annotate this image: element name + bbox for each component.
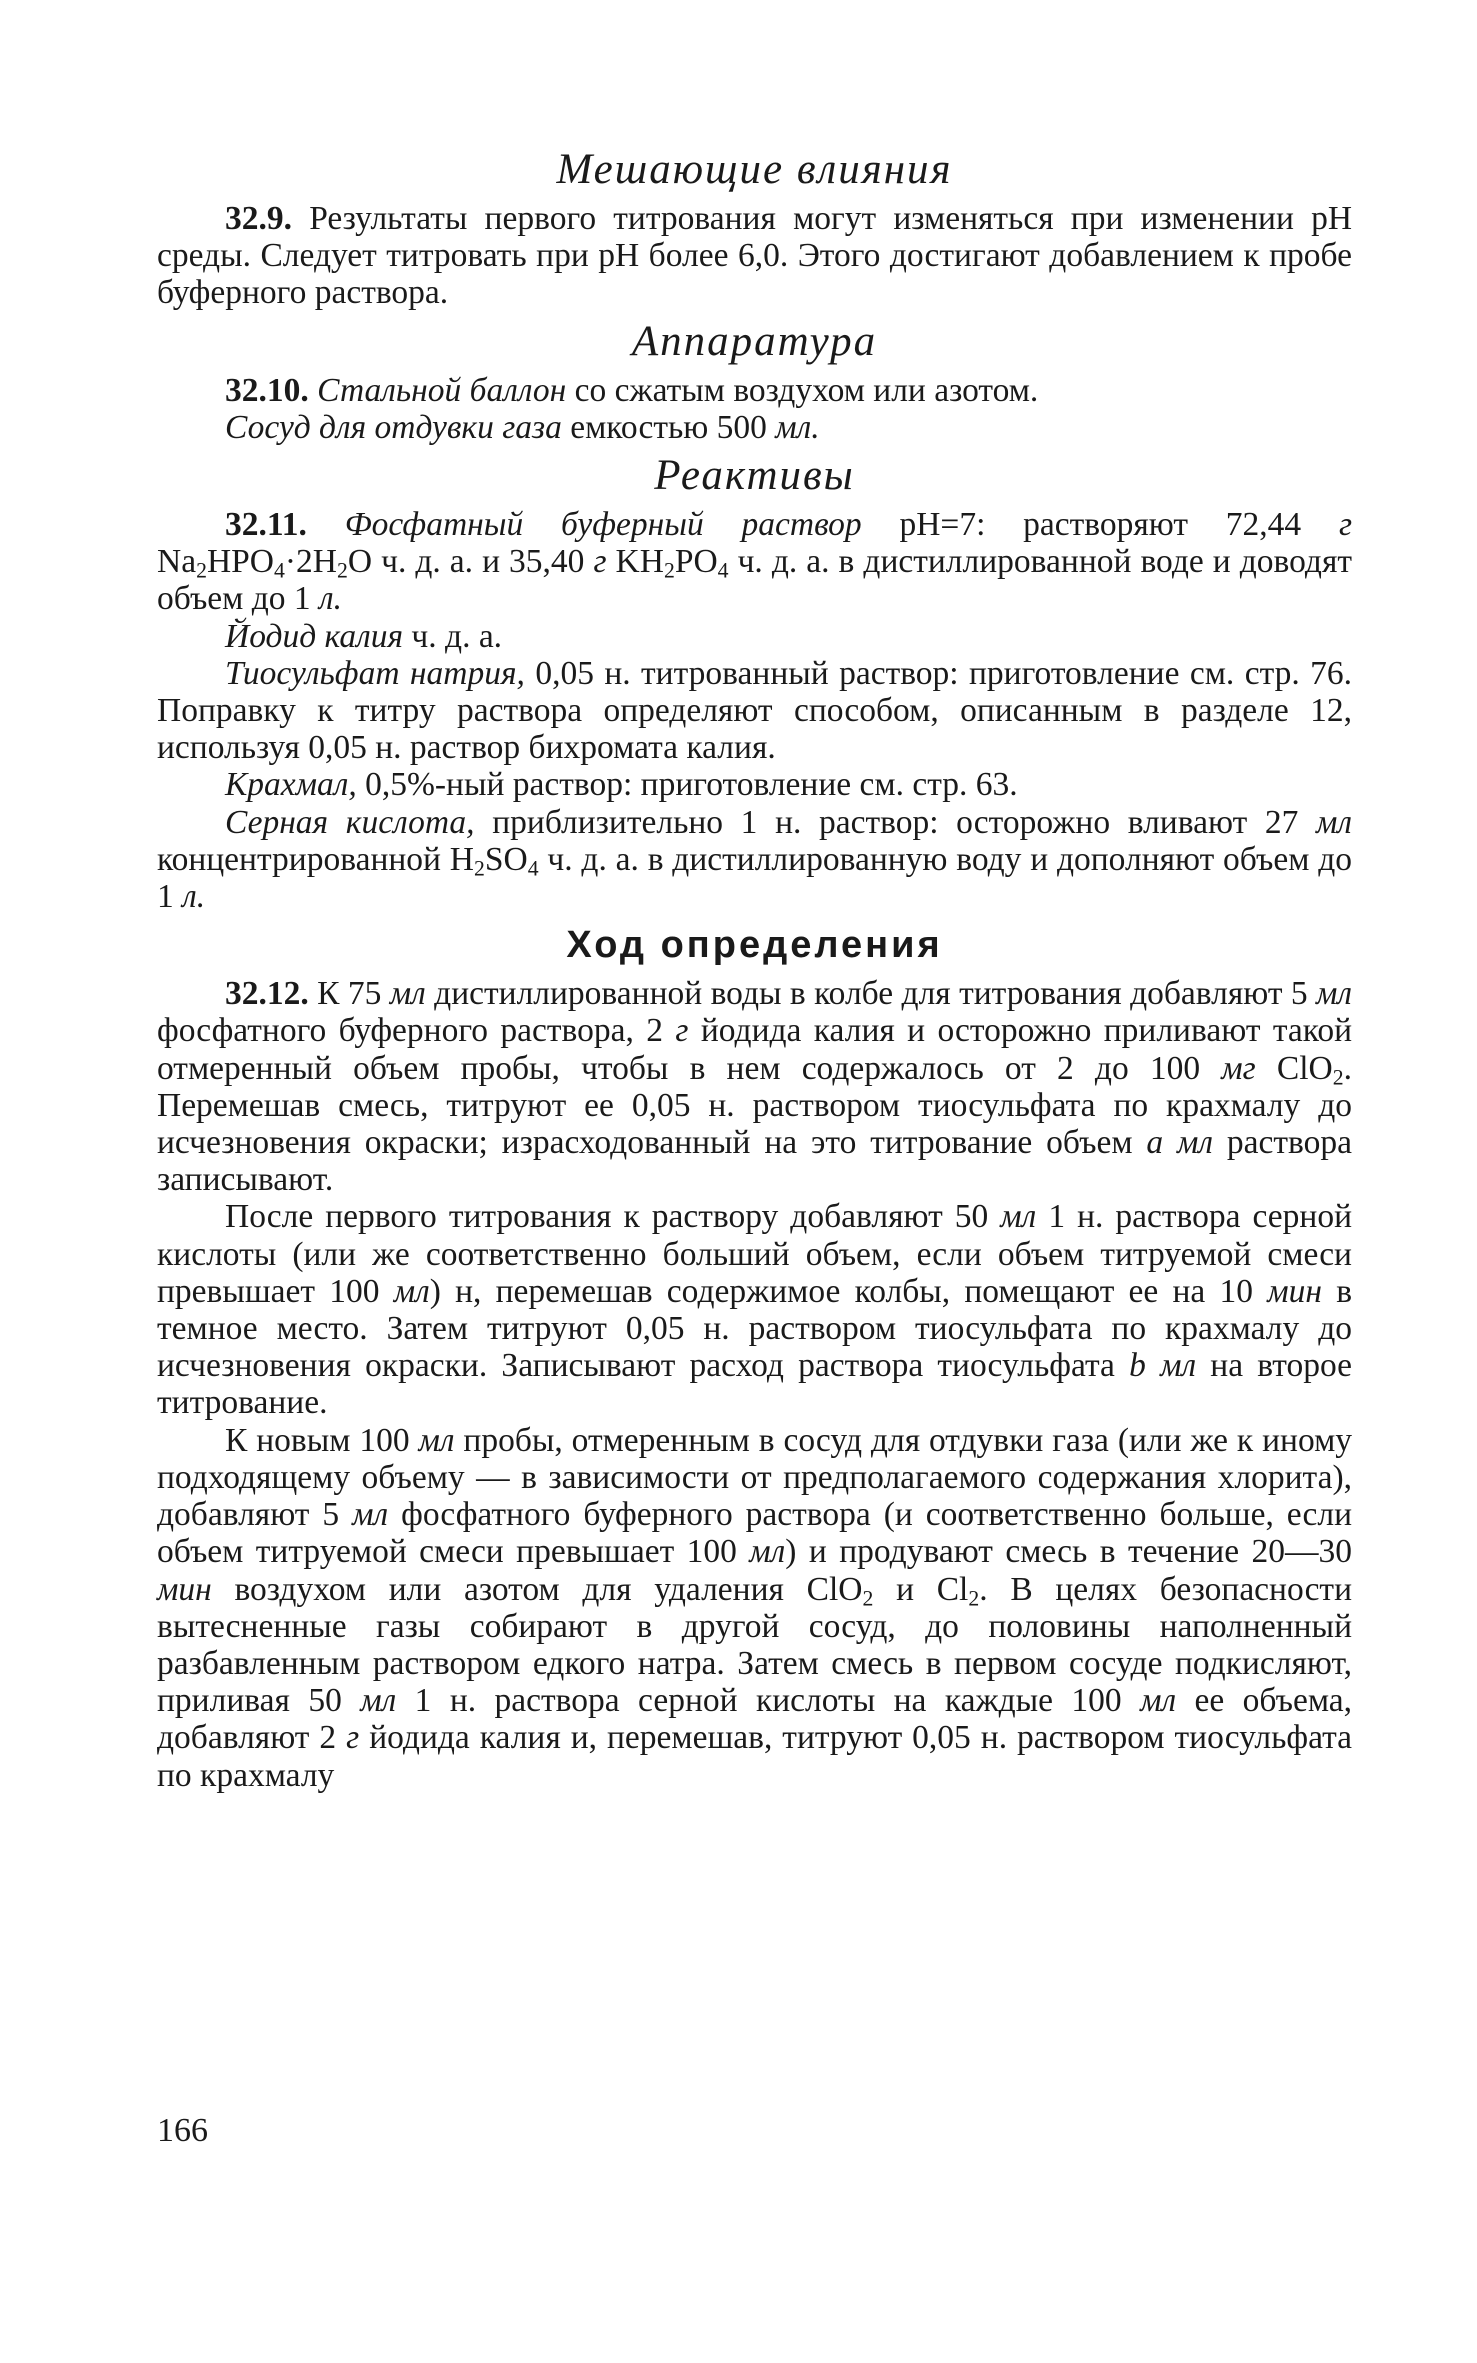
text: ) н, перемешав содержимое колбы, помещают ее на 10 (429, 1272, 1254, 1310)
item-text: емкостью 500 (570, 408, 767, 446)
item-text: SO (484, 840, 528, 878)
unit: л. (319, 580, 343, 618)
unit: мл (360, 1682, 397, 1720)
unit: г (675, 1012, 689, 1050)
text: К новым 100 (225, 1421, 410, 1459)
formula-part: KH (615, 543, 664, 581)
item-name: Крахмал, (225, 766, 357, 804)
unit: мл (1316, 975, 1353, 1013)
unit: мл (1140, 1682, 1177, 1720)
page-number: 166 (157, 2112, 208, 2149)
text: фосфатного буферного раствора, 2 (157, 1012, 663, 1050)
text: После первого титрования к раствору добавляют 50 (225, 1198, 989, 1236)
formula-part: PO (674, 543, 718, 581)
unit: мл (749, 1533, 786, 1571)
text: . Перемешав смесь, титруют ее 0,05 н. раствором тиосульфата по крахмалу до исчезновения окраски; израсходованный на это титрование объем (157, 1049, 1352, 1162)
text: 1 н. раствора серной кислоты на каждые 100 (414, 1682, 1122, 1720)
formula-kh2po4 (615, 543, 729, 583)
paragraph-number: 32.10. (225, 371, 309, 409)
text: в темное место. Затем титруют 0,05 н. раствором тиосульфата по крахмалу до исчезновения окраски. Записывают расход раствора тиосульфата (157, 1272, 1353, 1385)
text: К 75 (317, 975, 382, 1013)
paragraph-potassium-iodide (157, 618, 1352, 655)
formula-part: O ч. д. а. и 35,40 (347, 543, 585, 581)
paragraph-third-titration (157, 1422, 1352, 1794)
unit: мг (1221, 1049, 1256, 1087)
item-text: ч. д. а. в дистиллированной воде и доводят объем до 1 (157, 543, 1353, 618)
item-name: Сосуд для отдувки газа (225, 408, 562, 446)
formula-part: Na (157, 543, 197, 581)
unit: мин (1267, 1272, 1322, 1310)
item-text: со сжатым воздухом или азотом. (574, 371, 1039, 409)
subscript: 2 (663, 558, 675, 583)
unit: мл (1316, 803, 1353, 841)
section-title-procedure: Ход определения (566, 924, 943, 967)
paragraph-32-10 (157, 372, 1352, 409)
paragraph-gas-vessel (157, 409, 1352, 446)
text: раствора записывают. (157, 1124, 1352, 1199)
paragraph-number: 32.12. (225, 975, 309, 1013)
unit: мл (418, 1421, 455, 1459)
subscript: 4 (273, 558, 285, 583)
unit: мл (389, 975, 426, 1013)
formula-part: HPO (206, 543, 274, 581)
formula-part: ·2H (284, 543, 337, 581)
text: йодида калия и осторожно приливают такой отмеренный объем пробы, чтобы в нем содержалось от 2 до 100 (157, 1012, 1353, 1087)
unit: мл (393, 1272, 430, 1310)
paragraph-32-11 (157, 506, 1352, 618)
paragraph-text: Результаты первого титрования могут изменяться при изменении pH среды. Следует титровать при pH более 6,0. Этого достигают добавлением к пробе буферного раствора. (157, 200, 1353, 312)
item-name: Стальной баллон (317, 371, 567, 409)
paragraph-second-titration (157, 1198, 1352, 1421)
subscript: 2 (473, 856, 485, 881)
text: воздухом или азотом для удаления ClO (234, 1570, 863, 1608)
formula-na2hpo4 (157, 543, 585, 583)
unit: мин (157, 1570, 212, 1608)
item-text: 0,5%-ный раствор: приготовление см. стр. 63. (365, 766, 1018, 804)
item-text: pH=7: растворяют 72,44 (899, 506, 1302, 544)
unit: л. (182, 878, 206, 916)
subscript: 2 (1332, 1065, 1344, 1090)
item-text: ч. д. а. (411, 617, 503, 655)
text: ) и продувают смесь в течение 20—30 (785, 1533, 1352, 1571)
text: и Cl (896, 1570, 969, 1608)
unit: мл (352, 1496, 389, 1534)
subscript: 2 (862, 1585, 874, 1610)
text: . В целях безопасности вытесненные газы собирают в другой сосуд, до половины наполненный разбавленным раствором едкого натра. Затем смесь в первом сосуде подкисляют, приливая 50 (157, 1570, 1353, 1720)
subscript: 4 (717, 558, 729, 583)
section-title-interference: Мешающие влияния (556, 146, 953, 193)
unit: г (1338, 506, 1353, 544)
text: ClO (1276, 1049, 1333, 1087)
item-text: ч. д. а. в дистиллированную воду и дополняют объем до 1 (157, 840, 1353, 916)
paragraph-32-9 (157, 200, 1352, 312)
item-name: Серная кислота, (225, 803, 475, 841)
text: ее объема, добавляют 2 (157, 1682, 1353, 1757)
item-name: Йодид калия (225, 617, 404, 655)
subscript: 2 (968, 1585, 980, 1610)
unit: г (346, 1719, 360, 1757)
paragraph-number: 32.9. (225, 200, 292, 237)
text: на второе титрование. (157, 1347, 1352, 1422)
text: дистиллированной воды в колбе для титрования добавляют 5 (434, 975, 1308, 1013)
item-text: 0,05 н. титрованный раствор: приготовление см. стр. 76. Поправку к титру раствора определяют способом, описанным в разделе 12, используя 0,05 н. раствор бихромата калия. (157, 654, 1353, 767)
paragraph-32-12 (157, 975, 1352, 1198)
text: йодида калия и, перемешав, титруют 0,05 н. раствором тиосульфата по крахмалу (157, 1719, 1353, 1794)
text: пробы, отмеренным в сосуд для отдувки газа (или же к иному подходящему объему — в зависимости от предполагаемого содержания хлорита), добавляют 5 (157, 1421, 1353, 1534)
variable: a мл (1146, 1124, 1214, 1162)
paragraph-number: 32.11. (225, 506, 307, 544)
section-title-apparatus: Аппаратура (631, 317, 878, 365)
unit: мл. (775, 408, 820, 446)
section-title-reagents: Реактивы (654, 452, 855, 500)
unit: г (593, 543, 607, 581)
unit: мл (1000, 1198, 1037, 1236)
item-name: Тиосульфат натрия, (225, 654, 525, 692)
subscript: 2 (336, 558, 348, 583)
text: 1 н. раствора серной кислоты (или же соответственно больший объем, если объем титруемой смеси превышает 100 (157, 1198, 1353, 1310)
item-text: концентрированной H (157, 840, 474, 878)
item-text: приблизительно 1 н. раствор: осторожно вливают 27 (492, 803, 1299, 841)
subscript: 2 (196, 558, 207, 583)
item-name: Фосфатный буферный раствор (344, 506, 862, 544)
subscript: 4 (527, 856, 539, 881)
paragraph-starch (157, 766, 1352, 803)
variable: b мл (1129, 1347, 1197, 1385)
page-body (157, 140, 1352, 1794)
paragraph-sulfuric-acid (157, 804, 1352, 916)
text: фосфатного буферного раствора (и соответственно больше, если объем титруемой смеси превышает 100 (157, 1496, 1353, 1571)
paragraph-sodium-thiosulfate (157, 655, 1352, 767)
